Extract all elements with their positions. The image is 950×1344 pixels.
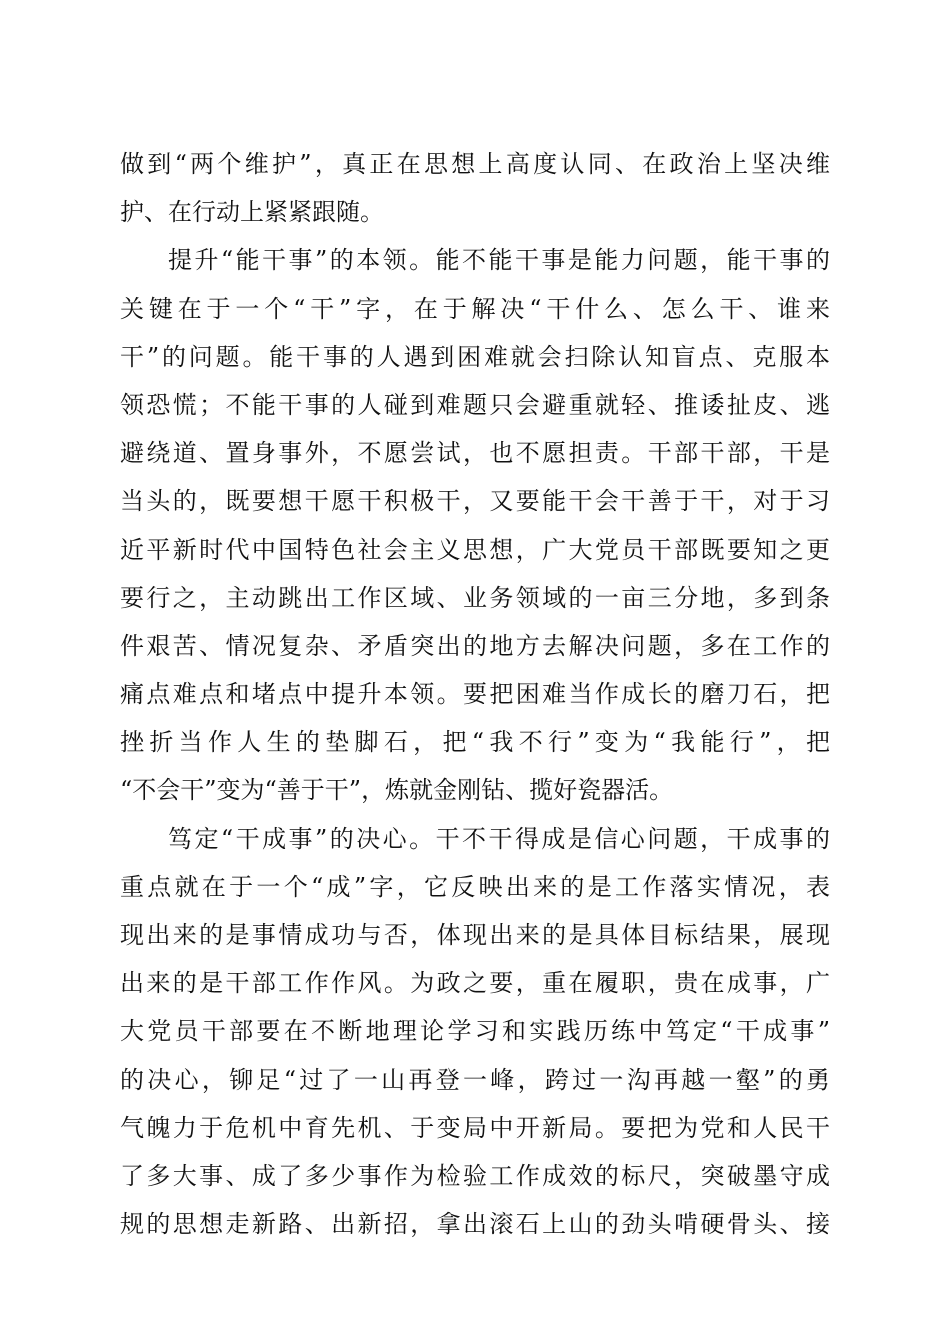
text-line: 重点就在于一个“成”字，它反映出来的是工作落实情况，表 <box>120 872 830 901</box>
paragraph-heading-line: 笃定“干成事”的决心。干不干得成是信心问题，干成事的 <box>168 824 830 853</box>
body-text <box>120 140 830 1248</box>
text-line: 挫折当作人生的垫脚石，把“我不行”变为“我能行”，把 <box>120 728 830 757</box>
text-line: 当头的，既要想干愿干积极干，又要能干会干善于干，对于习 <box>120 487 830 516</box>
text-line: 近平新时代中国特色社会主义思想，广大党员干部既要知之更 <box>120 535 830 564</box>
text-line: 做到“两个维护”，真正在思想上高度认同、在政治上坚决维 <box>120 150 830 178</box>
text-line: 出来的是干部工作作风。为政之要，重在履职，贵在成事，广 <box>120 969 830 998</box>
text-line: 了多大事、成了多少事作为检验工作成效的标尺，突破墨守成 <box>120 1161 830 1190</box>
text-line: 干”的问题。能干事的人遇到困难就会扫除认知盲点、克服本 <box>120 342 830 371</box>
text-line: 规的思想走新路、出新招，拿出滚石上山的劲头啃硬骨头、接 <box>120 1210 830 1239</box>
text-line: 痛点难点和堵点中提升本领。要把困难当作成长的磨刀石，把 <box>120 680 830 709</box>
text-line: 要行之，主动跳出工作区域、业务领域的一亩三分地，多到条 <box>120 583 830 612</box>
text-line: 的决心，铆足“过了一山再登一峰，跨过一沟再越一壑”的勇 <box>120 1065 830 1094</box>
text-line: 大党员干部要在不断地理论学习和实践历练中笃定“干成事” <box>120 1017 830 1046</box>
text-line: 领恐慌；不能干事的人碰到难题只会避重就轻、推诿扯皮、逃 <box>120 390 830 419</box>
paragraph-heading-line: 提升“能干事”的本领。能不能干事是能力问题，能干事的 <box>168 246 830 275</box>
text-line: 关键在于一个“干”字，在于解决“干什么、怎么干、谁来 <box>120 294 830 323</box>
text-line: “不会干”变为“善于干”，炼就金刚钻、揽好瓷器活。 <box>120 776 674 805</box>
text-line: 气魄力于危机中育先机、于变局中开新局。要把为党和人民干 <box>120 1113 830 1142</box>
text-line: 避绕道、置身事外，不愿尝试，也不愿担责。干部干部，干是 <box>120 439 830 468</box>
text-line: 件艰苦、情况复杂、矛盾突出的地方去解决问题，多在工作的 <box>120 631 830 660</box>
text-line: 护、在行动上紧紧跟随。 <box>120 198 384 227</box>
text-line: 现出来的是事情成功与否，体现出来的是具体目标结果，展现 <box>120 921 830 949</box>
